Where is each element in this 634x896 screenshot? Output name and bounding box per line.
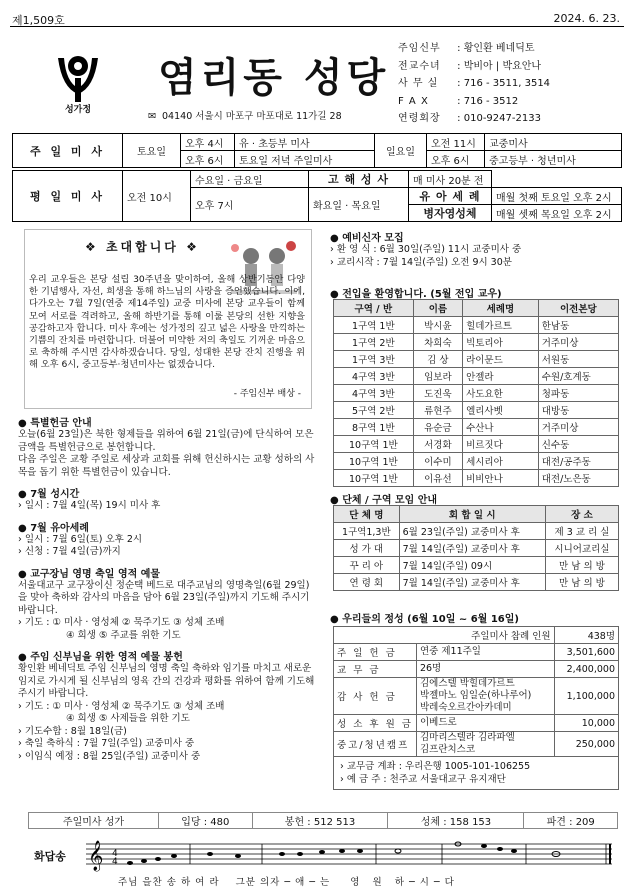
issue-date: 2024. 6. 23. <box>553 12 620 25</box>
invitation-body: 우리 교우들은 본당 설립 30주년을 맞이하여, 올해 상반기동안 다양한 기념행사, 자선, 희생을 통해 하느님의 사랑을 증언했습니다. 이에, 다가오는 7월 7일(연중 제14주일) 교중 미사에 본당 교우들이 함께 모여 서로를 격려하고, 올해 하반기를 통해 이룰 본당의 선한 지향을 공감하고자 합니다. 미사 후에는 성가정의 깊고 넓은 사랑을 만끽하는 기쁨의 잔치를 마련합니다. 더불어 미약한 저의 축일도 기꺼운 마음으로 축하해 주시면 감사하겠습니다. 당일, 성대한 본당 잔치 진행을 위해 오후 6시, 중고등부·청년미사는 없겠습니다. <box>29 274 305 371</box>
groups-title: ● 단체 / 구역 모임 안내 <box>330 495 438 506</box>
offerings-title: ● 우리들의 정성 (6월 10일 ~ 6월 16일) <box>330 614 519 625</box>
notice-pastor-feast: ● 주임 신부님을 위한 영적 예물 봉헌 황인환 베네딕토 주임 신부님의 영명 축일 축하와 임기를 마치고 새로운 임지로 가시게 될 신부님의 영육 간의 건강과 평화를 위하여 함께 기도해 주시기 바랍니다. › 기도 : ① 미사 · 영성체 ② 묵주기도 ③ 성체 조배 ④ 희생 ⑤ 사제들을 위한 기도 › 기도수합 : 8월 18일(금) › 축일 축하식 : 7월 7일(주일) 교중미사 중 › 이임식 예정 : 8월 25일(주일) 교중미사 중 <box>18 652 315 762</box>
newcomer-row: 4구역 3반 임보라 안젤라 수원/호계동 <box>334 368 619 385</box>
newcomer-row: 10구역 1반 서경화 비르짓다 신수동 <box>334 436 619 453</box>
contact-row: 연령회장 : 010-9247-2133 <box>398 113 541 124</box>
logo-caption: 성가정 <box>64 105 92 115</box>
group-row: 1구역1,3반 6월 23일(주일) 교중미사 후 제 3 교 리 실 <box>334 523 619 540</box>
newcomer-row: 10구역 1반 이유선 비비안나 대전/노은동 <box>334 470 619 487</box>
invitation-signature: - 주임신부 배상 - <box>233 389 301 399</box>
group-row: 꾸 리 아 7월 14일(주일) 09시 만 남 의 방 <box>334 557 619 574</box>
newcomer-row: 10구역 1반 이수미 세시리아 대전/공주동 <box>334 453 619 470</box>
top-divider <box>10 26 624 27</box>
sunday-label: 일요일 <box>375 134 427 168</box>
psalm-label: 화답송 <box>34 850 66 863</box>
contact-row: 주임신부 : 황인환 베네딕토 <box>398 43 535 54</box>
newcomers-title: ● 전입을 환영합니다. (5월 전입 교우) <box>330 289 502 300</box>
holy-family-logo <box>48 48 108 106</box>
newcomer-row: 1구역 3반 김 상 라이문드 서원동 <box>334 351 619 368</box>
mass-schedule-table: 주 일 미 사 토요일 오후 4시 유 · 초등부 미사 일요일 오전 11시 교중미사 오후 6시 토요일 저녁 주일미사 오후 6시 중고등부 · 청년미사 <box>12 133 622 168</box>
psalm-lyrics: 주님 을찬 송 하 여 라 그분 의자 ─ 애 ─ 는 영 원 하 ─ 시 ─ 다 <box>118 877 455 888</box>
newcomer-row: 1구역 1반 박시윤 힐데가르트 한남동 <box>334 317 619 334</box>
mail-icon: ✉ <box>148 111 156 122</box>
address-text: 04140 서울시 마포구 마포대로 11가길 28 <box>162 111 342 122</box>
church-name: 염리동 성당 <box>158 54 390 101</box>
offering-row: 성 소 후 원 금 이베드로 10,000 <box>334 715 619 732</box>
offerings-table: 주일미사 참례 인원 438명 주 일 헌 금 연중 제11주일 3,501,600 교 무 금 26명 2,400,000 감 사 헌 금 김에스텔 박힐데가르트 박젤마노 임일순(하나루어) 박레숙오르간아카데미 1,100,000 성 소 후 원 금 이베드로 10,000 중고/청년캠프 김마리스텔라 김라파엘 김프란치스코 250,000 › 교무금 계좌 : 우리은행 1005-101-106255 › 예 금 주 : 천주교 서울대교구 유지재단 <box>333 626 619 790</box>
newcomer-row: 5구역 2반 류현주 엘리사벳 대방동 <box>334 402 619 419</box>
contact-row: 전교수녀 : 박비아 | 박요안나 <box>398 60 542 72</box>
newcomers-table: 구역 / 반 이름 세례명 이전본당 1구역 1반 박시윤 힐데가르트 한남동 1구역 2반 차희숙 빅토리아 거주미상 1구역 3반 김 상 라이문드 서원동 4구역 3반 임보라 안젤라 수원/호계동 4구역 3반 도진욱 사도요한 청파동 5구역 2반 류현주 엘리사벳 대방동 8구역 1반 유순금 수산나 거주미상 10구역 1반 서경화 비르짓다 신수동 10구역 1반 이수미 세시리아 대전/공주동 10구역 1반 이유선 비비안나 대전/노은동 <box>333 299 619 487</box>
offering-notes: › 교무금 계좌 : 우리은행 1005-101-106255 › 예 금 주 : 천주교 서울대교구 유지재단 <box>334 757 619 790</box>
saturday-label: 토요일 <box>123 134 181 168</box>
contact-row: F A X : 716 - 3512 <box>398 95 519 107</box>
notice-infant-baptism: ● 7월 유아세례 › 일시 : 7월 6일(토) 오후 2시 › 신청 : 7월 4일(금)까지 <box>18 522 143 557</box>
invitation-box <box>24 229 312 409</box>
group-row: 연 령 회 7월 14일(주일) 교중미사 후 만 남 의 방 <box>334 574 619 591</box>
weekday-mass-label: 평 일 미 사 <box>13 171 123 222</box>
church-address <box>148 108 342 122</box>
catechumen-section: ● 예비신자 모집 › 환 영 식 : 6월 30일(주일) 11시 교중미사 중 › 교리시작 : 7월 14일(주일) 오전 9시 30분 <box>330 233 522 268</box>
offering-row: 중고/청년캠프 김마리스텔라 김라파엘 김프란치스코 250,000 <box>334 732 619 757</box>
groups-table: 단 체 명 회 합 일 시 장 소 1구역1,3반 6월 23일(주일) 교중미사 후 제 3 교 리 실 성 가 대 7월 14일(주일) 교중미사 후 시니어교리실 꾸 리 아 7월 14일(주일) 09시 만 남 의 방 연 령 회 7월 14일(주일) 교중미사 후 만 남 의 방 <box>333 505 619 591</box>
offering-row: 감 사 헌 금 김에스텔 박힐데가르트 박젤마노 임일순(하나루어) 박레숙오르간아카데미 1,100,000 <box>334 678 619 715</box>
sunday-mass-label: 주 일 미 사 <box>13 134 123 168</box>
notice-special-collection: ● 특별헌금 안내 오늘(6월 23일)은 북한 형제들을 위하여 6월 21일(금)에 단식하여 모은 금액을 특별헌금으로 봉헌합니다. 다음 주일은 교황 주일로 세상과 교회를 위해 헌신하시는 교황 성하의 사목을 돕기 위한 특별헌금이 있습니다. <box>18 418 315 478</box>
newcomer-row: 4구역 3반 도진욱 사도요한 청파동 <box>334 385 619 402</box>
svg-text:4: 4 <box>112 857 118 867</box>
issue-number: 제1,509호 <box>12 14 65 27</box>
contact-row: 사 무 실 : 716 - 3511, 3514 <box>398 78 551 89</box>
offering-row: 주 일 헌 금 연중 제11주일 3,501,600 <box>334 644 619 661</box>
svg-text:4: 4 <box>112 849 118 859</box>
offering-row: 교 무 금 26명 2,400,000 <box>334 661 619 678</box>
svg-text:𝄞: 𝄞 <box>88 841 104 871</box>
invitation-title: ❖ 초대합니다 ❖ <box>85 240 200 254</box>
newcomer-row: 8구역 1반 유순금 수산나 거주미상 <box>334 419 619 436</box>
left-notices <box>18 414 316 763</box>
music-staff <box>86 830 614 874</box>
notice-holy-hour: ● 7월 성시간 › 일시 : 7월 4일(목) 19시 미사 후 <box>18 489 161 511</box>
notice-archbishop-feast: ● 교구장님 영명 축일 영적 예물 서울대교구 교구장이신 정순택 베드로 대주교님의 영명축일(6월 29일)을 맞아 축하와 감사의 마음을 담아 6월 23일(주일)까지 기도해 주시기 바랍니다. › 기도 : ① 미사 · 영성체 ② 묵주기도 ③ 성체 조배 ④ 희생 ⑤ 주교를 위한 기도 <box>18 568 310 641</box>
weekday-mass-table: 평 일 미 사 오전 10시 수요일 · 금요일 고 해 성 사 매 미사 20분 전 오후 7시 화요일 · 목요일 유 아 세 례 매월 첫째 토요일 오후 2시 병자영성체 매월 셋째 목요일 오후 2시 <box>12 170 622 222</box>
group-row: 성 가 대 7월 14일(주일) 교중미사 후 시니어교리실 <box>334 540 619 557</box>
hymn-table: 주일미사 성가 입당 : 480 봉헌 : 512 513 성체 : 158 153 파견 : 209 <box>28 812 618 829</box>
newcomer-row: 1구역 2반 차희숙 빅토리아 거주미상 <box>334 334 619 351</box>
contact-list <box>398 40 550 128</box>
